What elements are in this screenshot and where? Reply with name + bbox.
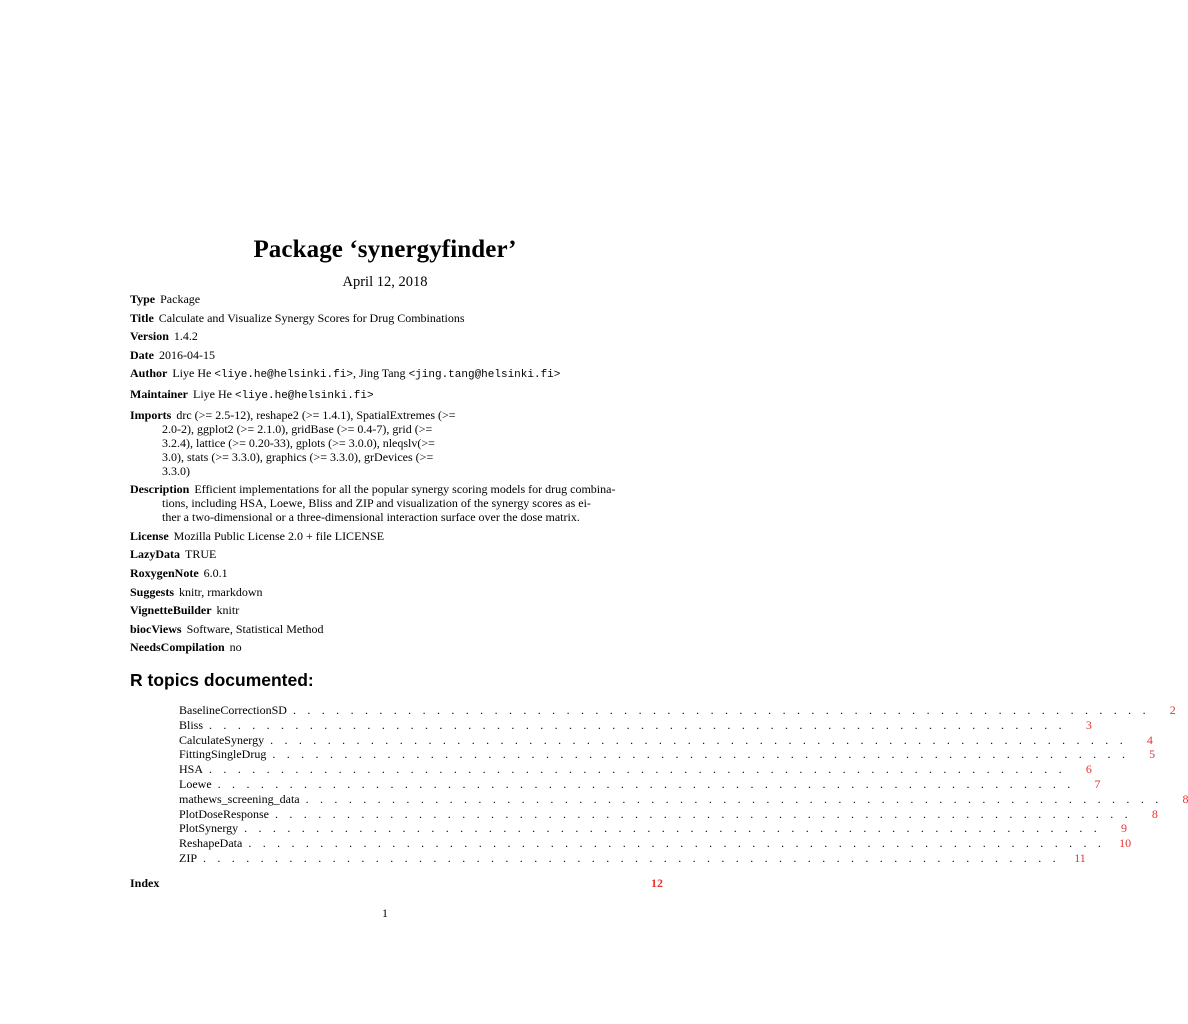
toc-entry-name: HSA: [179, 762, 204, 777]
toc-leader-dots: . . . . . . . . . . . . . . . . . . . . . . . . . . . . . . . . . . . . . . . . . . . . . . . . . . . . . . . . . . . .: [305, 791, 1163, 806]
toc-leader-dots: . . . . . . . . . . . . . . . . . . . . . . . . . . . . . . . . . . . . . . . . . . . . . . . . . . . . . . . . . . . .: [248, 836, 1106, 851]
author-name: Liye He: [172, 366, 212, 381]
toc-entry-name: Loewe: [179, 776, 212, 791]
imports-line: drc (>= 2.5-12), reshape2 (>= 1.4.1), SpatialExtremes (>=: [176, 407, 456, 422]
toc-entry[interactable]: [179, 717, 1092, 733]
page-number: 1: [382, 906, 388, 920]
field-description: [130, 482, 660, 524]
field-key: Suggests: [130, 584, 175, 599]
toc-page-link[interactable]: 6: [1085, 762, 1092, 777]
imports-line: 3.3.0): [162, 463, 190, 478]
maintainer-email: <liye.he@helsinki.fi>: [234, 389, 374, 402]
field-type: [130, 292, 660, 306]
toc-page-link[interactable]: 5: [1149, 747, 1156, 762]
maintainer-name: Liye He: [193, 386, 232, 401]
field-version: [130, 329, 660, 343]
field-imports: [130, 408, 660, 478]
field-value: Mozilla Public License 2.0 + file LICENSE: [173, 528, 385, 543]
toc-leader-dots: . . . . . . . . . . . . . . . . . . . . . . . . . . . . . . . . . . . . . . . . . . . . . . . . . . . . . . . . . . . .: [272, 747, 1130, 762]
toc-entry-name: PlotSynergy: [179, 821, 239, 836]
toc-entry[interactable]: [179, 806, 1158, 822]
field-date: [130, 348, 660, 362]
toc-entry[interactable]: [179, 850, 1086, 866]
toc-leader-dots: . . . . . . . . . . . . . . . . . . . . . . . . . . . . . . . . . . . . . . . . . . . . . . . . . . . . . . . . . . . .: [292, 703, 1150, 717]
toc-leader-dots: . . . . . . . . . . . . . . . . . . . . . . . . . . . . . . . . . . . . . . . . . . . . . . . . . . . . . . . . . . . .: [217, 776, 1075, 791]
field-key: Imports: [130, 407, 172, 422]
field-key: LazyData: [130, 547, 180, 562]
field-key: RoxygenNote: [130, 565, 199, 580]
toc-entry-name: BaselineCorrectionSD: [179, 703, 287, 717]
field-value: 6.0.1: [203, 565, 228, 580]
toc-page-link[interactable]: 10: [1119, 836, 1132, 851]
toc-entry-name: Bliss: [179, 717, 204, 732]
field-suggests: [130, 585, 660, 599]
field-author: [130, 366, 660, 382]
toc-entry[interactable]: [179, 821, 1127, 836]
toc-leader-dots: . . . . . . . . . . . . . . . . . . . . . . . . . . . . . . . . . . . . . . . . . . . . . . . . . . . . . . . . . . . .: [244, 821, 1101, 836]
imports-line: 3.2.4), lattice (>= 0.20-33), gplots (>= 3.0.0), nleqslv(>=: [162, 435, 435, 450]
toc-entry[interactable]: [179, 732, 1153, 748]
field-lazydata: [130, 547, 660, 561]
field-license: [130, 529, 660, 543]
field-key: biocViews: [130, 621, 182, 636]
toc-page-link[interactable]: 7: [1094, 776, 1101, 791]
package-title: Package ‘synergyfinder’: [253, 236, 517, 263]
author-email: <jing.tang@helsinki.fi>: [408, 369, 561, 382]
toc-entry[interactable]: [179, 747, 1156, 762]
toc-entry-name: mathews_screening_data: [179, 791, 300, 806]
field-key: Author: [130, 366, 168, 381]
description-fields: [130, 292, 660, 659]
field-value: 2016-04-15: [159, 347, 215, 362]
table-of-contents: [179, 703, 1188, 866]
toc-page-link[interactable]: 4: [1146, 732, 1153, 747]
field-key: Maintainer: [130, 386, 188, 401]
field-key: NeedsCompilation: [130, 640, 225, 655]
field-roxygennote: [130, 566, 660, 580]
field-value: Package: [160, 292, 201, 306]
toc-entry[interactable]: [179, 703, 1176, 718]
field-key: License: [130, 528, 169, 543]
package-date: April 12, 2018: [342, 274, 428, 290]
toc-leader-dots: . . . . . . . . . . . . . . . . . . . . . . . . . . . . . . . . . . . . . . . . . . . . . . . . . . . . . . . . . . . .: [203, 850, 1060, 865]
imports-line: 2.0-2), ggplot2 (>= 2.1.0), gridBase (>= 0.4-7), grid (>=: [162, 421, 433, 436]
field-key: VignetteBuilder: [130, 603, 212, 618]
toc-heading: R topics documented:: [130, 670, 314, 690]
toc-entry-name: PlotDoseResponse: [179, 806, 269, 821]
author-separator: ,: [352, 366, 356, 381]
toc-leader-dots: . . . . . . . . . . . . . . . . . . . . . . . . . . . . . . . . . . . . . . . . . . . . . . . . . . . . . . . . . . . .: [270, 732, 1127, 747]
toc-leader-dots: . . . . . . . . . . . . . . . . . . . . . . . . . . . . . . . . . . . . . . . . . . . . . . . . . . . . . . . . . . . .: [275, 806, 1132, 821]
field-vignettebuilder: [130, 603, 660, 617]
toc-entry-name: CalculateSynergy: [179, 732, 265, 747]
field-biocviews: [130, 622, 660, 636]
field-value: no: [229, 640, 242, 655]
index-label: Index: [130, 876, 160, 890]
index-page-link[interactable]: 12: [651, 876, 663, 890]
author-email: <liye.he@helsinki.fi>: [214, 369, 353, 382]
field-maintainer: [130, 387, 660, 403]
field-key: Description: [130, 482, 190, 497]
field-value: Software, Statistical Method: [186, 621, 324, 636]
field-title: [130, 311, 660, 325]
imports-line: 3.0), stats (>= 3.3.0), graphics (>= 3.3.0), grDevices (>=: [162, 449, 434, 464]
field-value: TRUE: [185, 547, 217, 562]
field-value: Calculate and Visualize Synergy Scores for Drug Combinations: [158, 310, 465, 325]
description-line: tions, including HSA, Loewe, Bliss and ZIP and visualization of the synergy scores as ei-: [162, 496, 591, 511]
toc-page-link[interactable]: 2: [1169, 703, 1176, 717]
toc-entry-name: ReshapeData: [179, 836, 243, 851]
description-line: ther a two-dimensional or a three-dimensional interaction surface over the dose matrix.: [162, 510, 580, 525]
field-value: 1.4.2: [173, 329, 198, 344]
toc-page-link[interactable]: 8: [1182, 791, 1188, 806]
toc-page-link[interactable]: 11: [1074, 850, 1086, 865]
field-key: Date: [130, 347, 154, 362]
field-needscompilation: [130, 640, 660, 654]
author-name: Jing Tang: [358, 366, 406, 381]
field-key: Type: [130, 292, 156, 306]
toc-entry-name: ZIP: [179, 850, 197, 865]
toc-entry[interactable]: [179, 836, 1132, 851]
toc-entry[interactable]: [179, 762, 1092, 777]
toc-leader-dots: . . . . . . . . . . . . . . . . . . . . . . . . . . . . . . . . . . . . . . . . . . . . . . . . . . . . . . . . . . . .: [209, 717, 1066, 732]
field-key: Version: [130, 329, 169, 344]
toc-entry[interactable]: [179, 776, 1101, 792]
toc-page-link[interactable]: 3: [1085, 717, 1092, 732]
toc-page-link[interactable]: 9: [1120, 821, 1127, 836]
field-value: knitr: [216, 603, 240, 618]
toc-index-entry[interactable]: [130, 876, 663, 891]
toc-page-link[interactable]: 8: [1151, 806, 1158, 821]
field-value: knitr, rmarkdown: [179, 584, 263, 599]
field-key: Title: [130, 310, 154, 325]
toc-leader-dots: . . . . . . . . . . . . . . . . . . . . . . . . . . . . . . . . . . . . . . . . . . . . . . . . . . . . . . . . . . . .: [209, 762, 1066, 777]
description-line: Efficient implementations for all the popular synergy scoring models for drug combina-: [194, 482, 616, 497]
toc-entry-name: FittingSingleDrug: [179, 747, 267, 762]
toc-entry[interactable]: [179, 791, 1188, 807]
